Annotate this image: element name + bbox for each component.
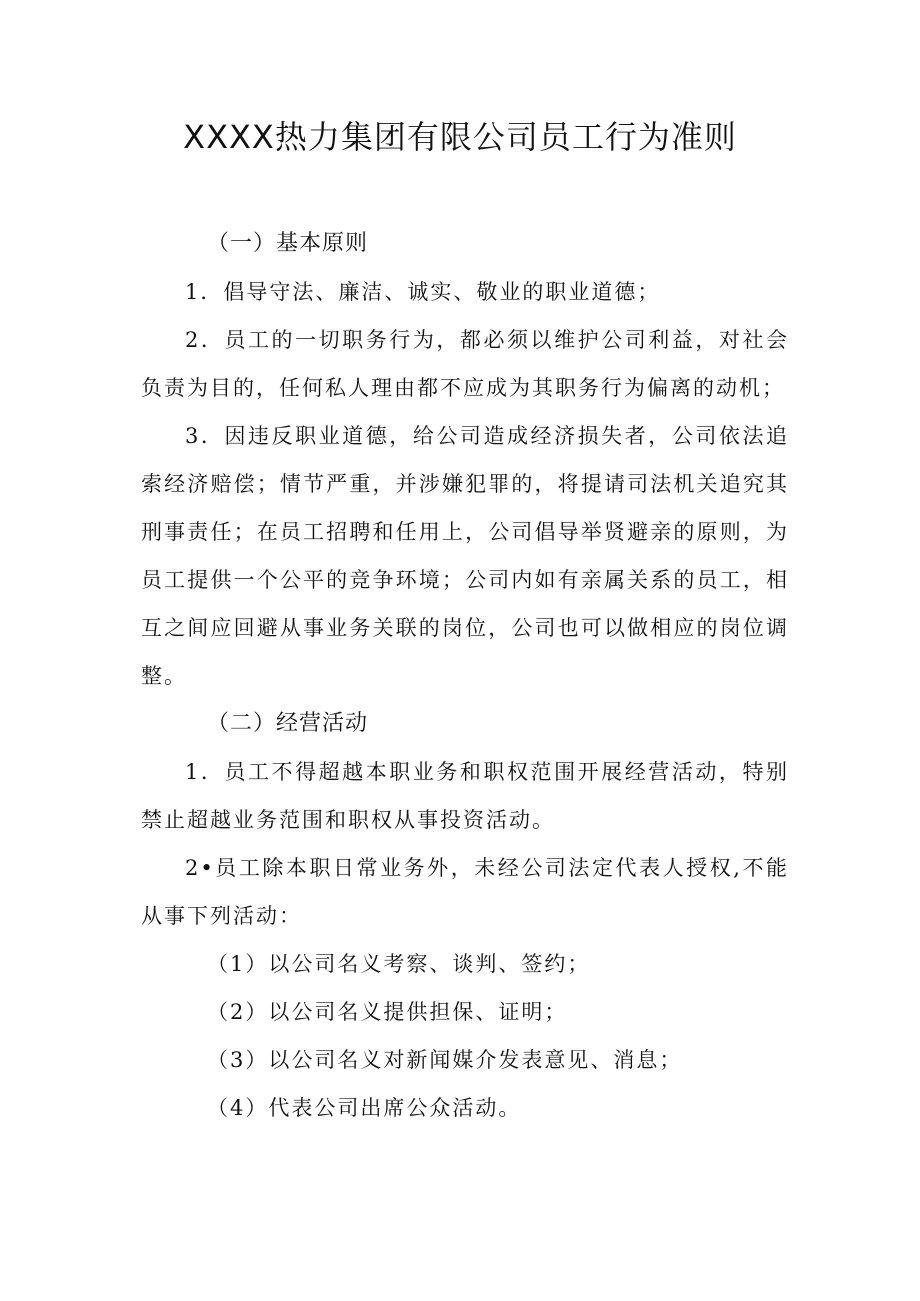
paragraph: 1．员工不得超越本职业务和职权范围开展经营活动，特别禁止超越业务范围和职权从事投资活动。 (141, 760, 789, 832)
section-heading-basic-principles: （一）基本原则 (207, 231, 369, 256)
paragraph: 2．员工的一切职务行为，都必须以维护公司利益，对社会负责为目的，任何私人理由都不应成为其职务行为偏离的动机； (141, 328, 789, 400)
paragraph: 1．倡导守法、廉洁、诚实、敬业的职业道德； (185, 280, 661, 304)
list-item: （4）代表公司出席公众活动。 (207, 1096, 522, 1120)
section-heading-business-activities: （二）经营活动 (207, 711, 369, 736)
list-item: （1）以公司名义考察、谈判、签约； (207, 952, 591, 976)
paragraph: 2•员工除本职日常业务外，未经公司法定代表人授权,不能从事下列活动： (141, 856, 789, 928)
list-item: （3）以公司名义对新闻媒介发表意见、消息； (207, 1048, 683, 1072)
document-title: XXXX热力集团有限公司员工行为准则 (183, 118, 737, 156)
document-body (141, 220, 789, 1132)
list-item: （2）以公司名义提供担保、证明； (207, 1000, 568, 1024)
paragraph: 3．因违反职业道德，给公司造成经济损失者，公司依法追索经济赔偿；情节严重，并涉嫌犯罪的，将提请司法机关追究其刑事责任；在员工招聘和任用上，公司倡导举贤避亲的原则，为员工提供一个公平的竞争环境；公司内如有亲属关系的员工，相互之间应回避从事业务关联的岗位，公司也可以做相应的岗位调整。 (141, 424, 789, 688)
